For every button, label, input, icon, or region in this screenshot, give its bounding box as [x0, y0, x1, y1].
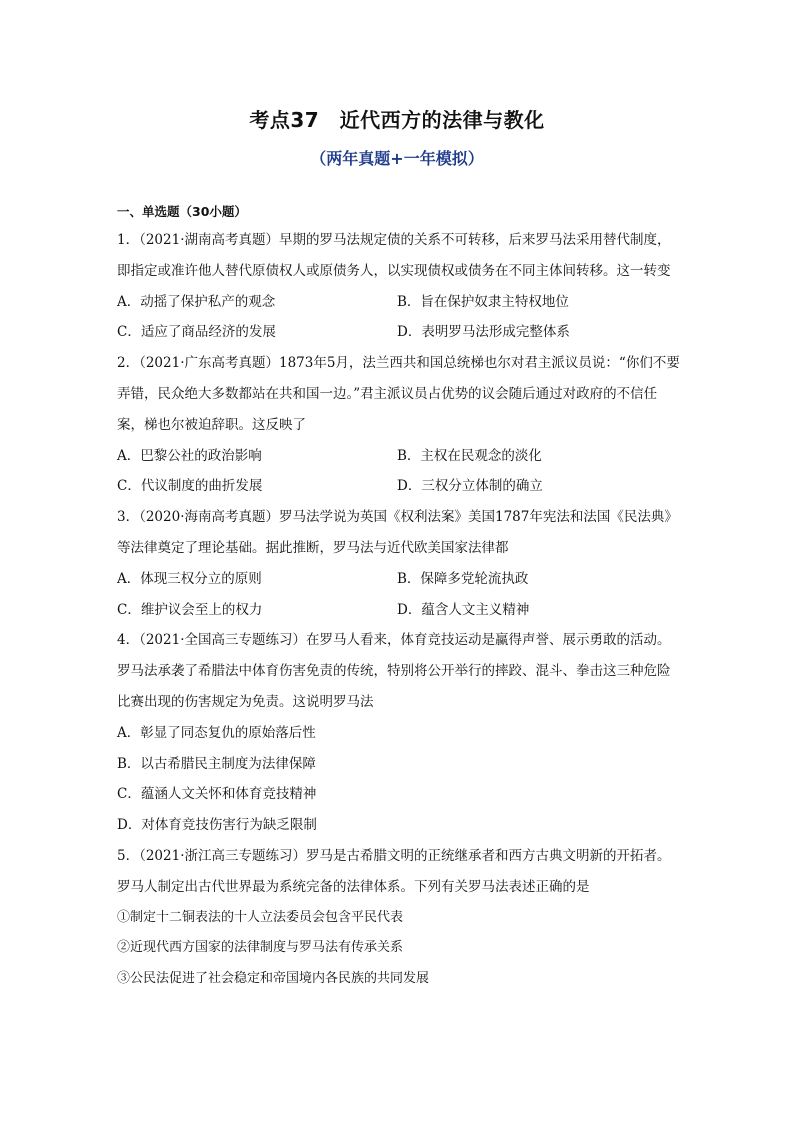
option-list	[117, 718, 682, 841]
question-stem: 1．（2021·湖南高考真题）早期的罗马法规定债的关系不可转移，后来罗马法采用替代制度，即指定或准许他人替代原债权人或原债务人，以实现债权或债务在不同主体间转移。这一转变	[117, 232, 671, 279]
option-grid	[117, 287, 682, 349]
page-subtitle: （两年真题+一年模拟）	[310, 149, 484, 168]
option-b: B．主权在民观念的淡化	[397, 447, 542, 464]
option-a: A．体现三权分立的原则	[117, 570, 262, 587]
option-grid	[117, 564, 682, 626]
statement-1: ①制定十二铜表法的十人立法委员会包含平民代表	[117, 909, 404, 925]
question-4	[117, 625, 682, 841]
option-d: D．对体育竞技伤害行为缺乏限制	[117, 817, 317, 834]
option-b: B．保障多党轮流执政	[397, 570, 529, 587]
option-c: C．维护议会至上的权力	[117, 601, 263, 618]
option-c: C．代议制度的曲折发展	[117, 478, 263, 495]
option-b: B．以古希腊民主制度为法律保障	[117, 755, 316, 772]
section-heading: 一、单选题（30小题）	[117, 204, 247, 219]
option-d: D．三权分立体制的确立	[397, 478, 543, 495]
option-c: C．适应了商品经济的发展	[117, 324, 276, 341]
question-5	[117, 841, 682, 995]
option-d: D．蕴含人文主义精神	[397, 601, 530, 618]
question-stem: 5．（2021·浙江高三专题练习）罗马是古希腊文明的正统继承者和西方古典文明新的开拓者。罗马人制定出古代世界最为系统完备的法律体系。下列有关罗马法表述正确的是	[117, 847, 671, 895]
option-a: A．动摇了保护私产的观念	[117, 293, 276, 310]
page-title: 考点37 近代西方的法律与教化	[249, 108, 545, 132]
option-c: C．蕴涵人文关怀和体育竞技精神	[117, 786, 317, 803]
question-2	[117, 348, 682, 502]
question-stem: 4．（2021·全国高三专题练习）在罗马人看来，体育竞技运动是赢得声誉、展示勇敢的活动。罗马法承袭了希腊法中体育伤害免责的传统，特别将公开举行的摔跤、混斗、拳击这三种危险比赛出现的伤害规定为免责。这说明罗马法	[117, 632, 671, 710]
question-list	[117, 201, 682, 995]
option-a: A．巴黎公社的政治影响	[117, 447, 262, 464]
statement-3: ③公民法促进了社会稳定和帝国境内各民族的共同发展	[117, 971, 430, 987]
option-a: A．彰显了同态复仇的原始落后性	[117, 724, 316, 741]
option-b: B．旨在保护奴隶主特权地位	[397, 293, 569, 310]
option-grid	[117, 441, 682, 503]
question-stem: 2．（2021·广东高考真题）1873年5月，法兰西共和国总统梯也尔对君主派议员说：“你们不要弄错，民众绝大多数都站在共和国一边。”君主派议员占优势的议会随后通过对政府的不信任案，梯也尔被迫辞职。这反映了	[117, 355, 680, 433]
question-1	[117, 225, 682, 348]
option-d: D．表明罗马法形成完整体系	[397, 324, 570, 341]
question-stem: 3．（2020·海南高考真题）罗马法学说为英国《权利法案》美国1787年宪法和法国《民法典》等法律奠定了理论基础。据此推断，罗马法与近代欧美国家法律都	[117, 509, 678, 556]
question-3	[117, 502, 682, 625]
statement-2: ②近现代西方国家的法律制度与罗马法有传承关系	[117, 940, 404, 956]
